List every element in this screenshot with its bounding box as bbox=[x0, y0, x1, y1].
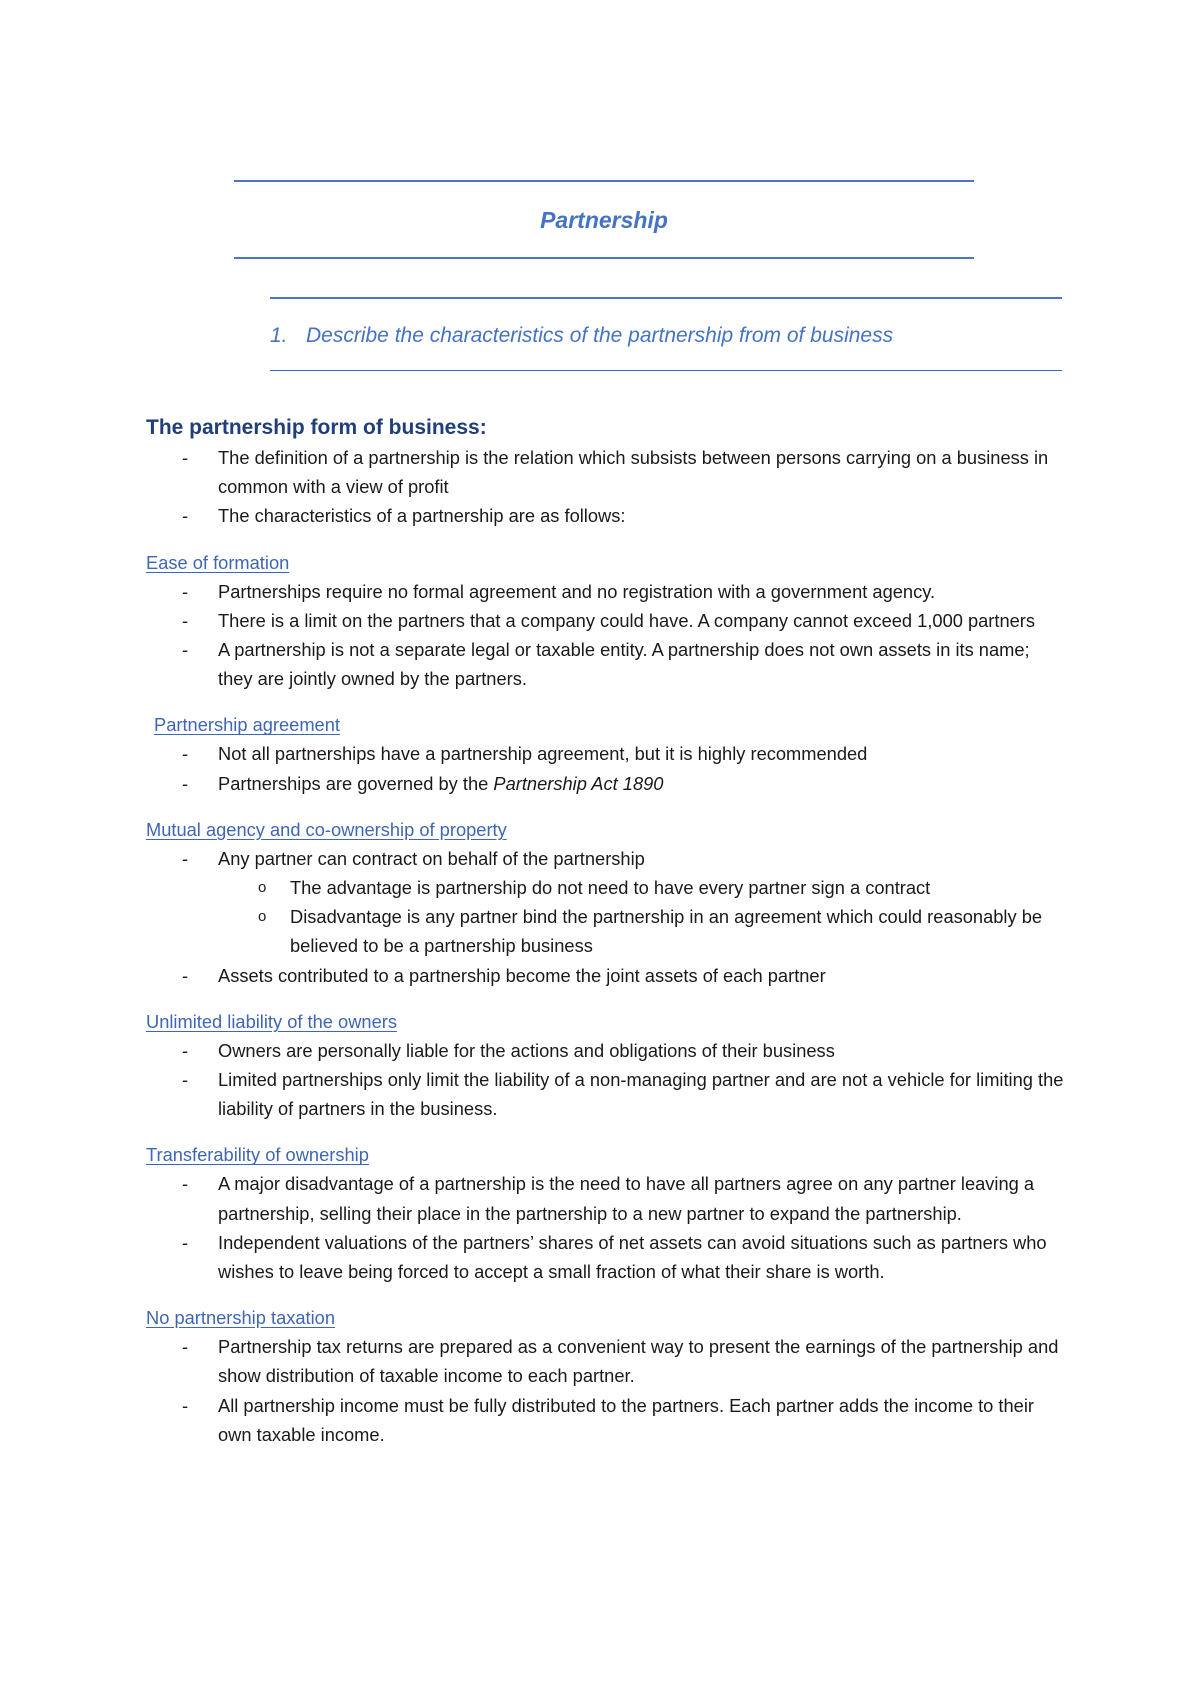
section-title-no-taxation: No partnership taxation bbox=[146, 1307, 336, 1329]
list-item: - Assets contributed to a partnership become the joint assets of each partner bbox=[218, 961, 1066, 990]
sub-list-item: o The advantage is partnership do not need to have every partner sign a contract bbox=[290, 873, 1066, 902]
question-top-rule bbox=[270, 297, 1062, 299]
dash-marker: - bbox=[182, 743, 189, 765]
title-bottom-rule bbox=[234, 257, 974, 259]
circle-marker: o bbox=[258, 908, 267, 926]
section-title-mutual-agency: Mutual agency and co-ownership of property bbox=[146, 818, 507, 840]
dash-marker: - bbox=[182, 447, 189, 468]
act-name: Partnership Act 1890 bbox=[493, 772, 664, 794]
dash-marker: - bbox=[182, 1231, 189, 1253]
list-item: - Any partner can contract on behalf of the partnership o The advantage is partnership do not need to have every partner sign a contract o Disadvantage is any partner bind the partnership in an agreement which could reasonably be believed to be a partnership business bbox=[218, 844, 1066, 961]
circle-marker: o bbox=[258, 879, 267, 897]
document-body bbox=[146, 413, 1066, 1449]
intro-list bbox=[146, 443, 1066, 531]
section-title-transferability: Transferability of ownership bbox=[146, 1144, 369, 1166]
dash-marker: - bbox=[182, 1039, 189, 1061]
transfer-list bbox=[146, 1169, 1066, 1286]
title-top-rule bbox=[234, 180, 974, 182]
question-text: Describe the characteristics of the partnership from of business bbox=[306, 324, 894, 347]
section-title-unlimited-liability: Unlimited liability of the owners bbox=[146, 1010, 397, 1032]
dash-marker: - bbox=[182, 639, 189, 661]
agreement-list bbox=[146, 739, 1066, 797]
dash-marker: - bbox=[182, 580, 189, 602]
liability-list bbox=[146, 1036, 1066, 1124]
question-number: 1. bbox=[270, 324, 288, 347]
list-item: - Partnerships are governed by the Partnership Act 1890 bbox=[218, 769, 1066, 798]
dash-marker: - bbox=[182, 1173, 189, 1195]
sub-list-item: o Disadvantage is any partner bind the partnership in an agreement which could reasonably be believed to be a partnership business bbox=[290, 902, 1066, 960]
page-title: Partnership bbox=[540, 207, 668, 233]
list-item: - A major disadvantage of a partnership is the need to have all partners agree on any partner leaving a partnership, selling their place in the partnership to a new partner to expand the partnership. bbox=[218, 1169, 1066, 1227]
section-title-ease-of-formation: Ease of formation bbox=[146, 551, 290, 573]
dash-marker: - bbox=[182, 609, 189, 631]
dash-marker: - bbox=[182, 1394, 189, 1416]
dash-marker: - bbox=[182, 1069, 189, 1091]
dash-marker: - bbox=[182, 1336, 189, 1358]
list-item: - A partnership is not a separate legal or taxable entity. A partnership does not own assets in its name; they are jointly owned by the partners. bbox=[218, 635, 1066, 693]
dash-marker: - bbox=[182, 964, 189, 986]
tax-list bbox=[146, 1332, 1066, 1449]
dash-marker: - bbox=[182, 847, 189, 869]
section-title-partnership-agreement: Partnership agreement bbox=[154, 714, 340, 736]
ease-list bbox=[146, 577, 1066, 694]
list-item: - Not all partnerships have a partnership agreement, but it is highly recommended bbox=[218, 739, 1066, 768]
list-item: - Owners are personally liable for the actions and obligations of their business bbox=[218, 1036, 1066, 1065]
question-heading bbox=[270, 320, 1060, 352]
mutual-sub-list bbox=[218, 873, 1066, 961]
list-item: - Independent valuations of the partners’ shares of net assets can avoid situations such as partners who wishes to leave being forced to accept a small fraction of what their share is worth. bbox=[218, 1228, 1066, 1286]
list-item: - Partnership tax returns are prepared as a convenient way to present the earnings of the partnership and show distribution of taxable income to each partner. bbox=[218, 1332, 1066, 1390]
dash-marker: - bbox=[182, 505, 189, 527]
list-item: - The definition of a partnership is the relation which subsists between persons carrying on a business in common with a view of profit bbox=[218, 443, 1066, 501]
list-item: - The characteristics of a partnership are as follows: bbox=[218, 501, 1066, 530]
question-bottom-rule bbox=[270, 370, 1062, 371]
main-heading: The partnership form of business: bbox=[146, 416, 487, 439]
dash-marker: - bbox=[182, 772, 189, 794]
list-item: - All partnership income must be fully distributed to the partners. Each partner adds the income to their own taxable income. bbox=[218, 1391, 1066, 1449]
list-item: - Limited partnerships only limit the liability of a non-managing partner and are not a vehicle for limiting the liability of partners in the business. bbox=[218, 1065, 1066, 1123]
mutual-list bbox=[146, 844, 1066, 990]
list-item: - There is a limit on the partners that a company could have. A company cannot exceed 1,000 partners bbox=[218, 606, 1066, 635]
list-item: - Partnerships require no formal agreement and no registration with a government agency. bbox=[218, 577, 1066, 606]
